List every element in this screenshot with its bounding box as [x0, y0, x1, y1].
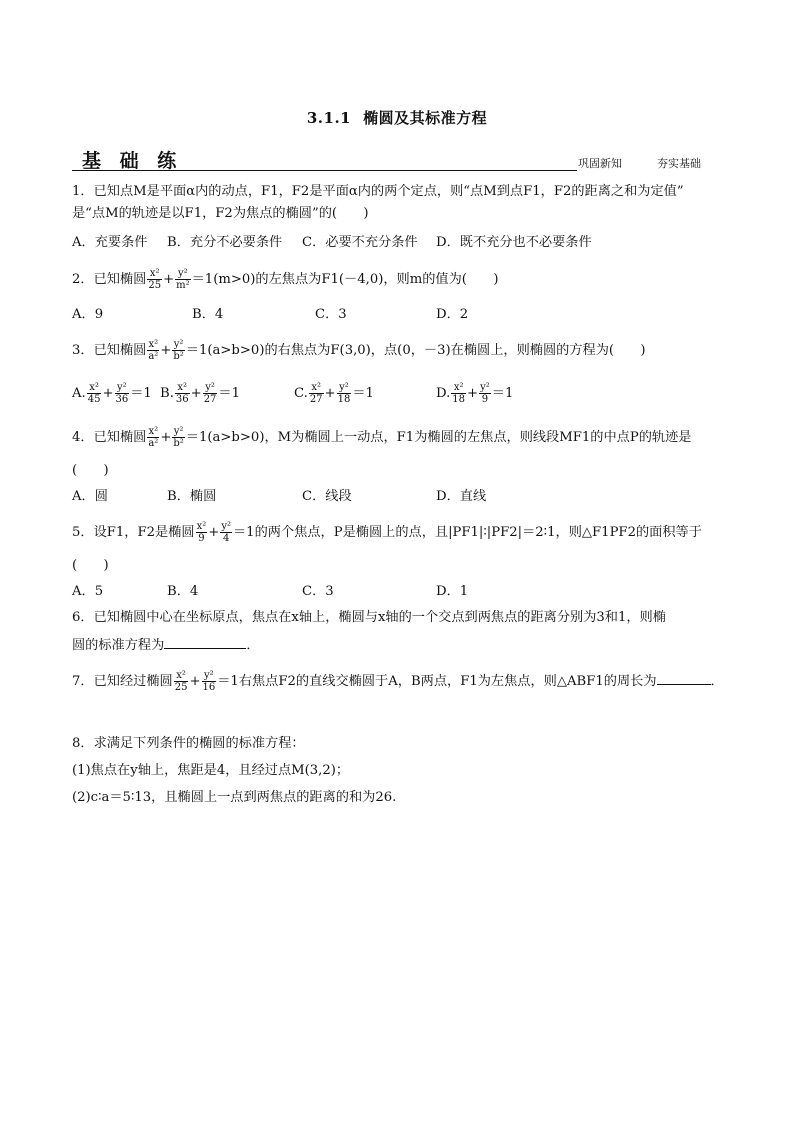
question-6-line-1: 6．已知椭圆中心在坐标原点，焦点在x轴上，椭圆与x轴的一个交点到两焦点的距离分别为3和1，则椭 [72, 610, 666, 625]
q6-end: ． [246, 638, 260, 653]
option-b-letter: B. [160, 386, 174, 401]
option-a: A．圆 [72, 489, 108, 504]
option-c-den-x: 27 [309, 394, 323, 405]
option-a-frac-x [87, 382, 102, 405]
option-d: D. $\frac{\text{x²}}{18}$ + $\frac{\text{y²}}{9}$ ＝1 [436, 382, 514, 405]
q2-plus: + [163, 272, 175, 287]
option-b: B．椭圆 [167, 489, 217, 504]
option-c-den-y: 18 [337, 394, 351, 405]
option-a-den-y: 36 [115, 394, 129, 405]
option-a-letter: A. [72, 386, 86, 401]
q5-frac-y [220, 521, 232, 544]
q7-answer-blank[interactable] [657, 670, 711, 685]
section-label: 基 础 练 [82, 150, 183, 172]
question-4-stem [72, 426, 732, 449]
option-c-num-y: y² [337, 382, 352, 394]
option-b: B．4 [192, 307, 224, 322]
option-d-num-y: y² [480, 382, 490, 393]
section-header [72, 146, 732, 172]
question-7-stem [72, 670, 732, 693]
option-d: D．直线 [436, 489, 487, 504]
q4-plus: + [160, 430, 172, 445]
option-a: A．9 [72, 307, 104, 322]
q7-post: ＝1右焦点F2的直线交椭圆于A，B两点，F1为左焦点，则△ABF1的周长为 [217, 674, 657, 689]
q5-frac-x-num: x² [196, 521, 207, 532]
question-4-line-2: ( ) [72, 463, 109, 478]
option-a-eq: ＝1 [130, 386, 152, 401]
q2-frac-y-num: y² [175, 268, 191, 280]
option-c-frac-y [337, 382, 352, 405]
option-c: C. $\frac{\text{x²}}{27}$ + $\frac{\text{y²}}{18}$ ＝1 [294, 382, 374, 405]
q5-plus: + [208, 525, 220, 540]
q4-post: ＝1(a>b>0)，M为椭圆上一动点，F1为椭圆的左焦点，则线段MF1的中点P的轨迹是 [185, 430, 692, 445]
q4-frac-x-den: a² [148, 438, 159, 449]
option-b-frac-y [203, 382, 218, 405]
q3-frac-x-den: a² [148, 351, 159, 362]
question-8-line-2: (1)焦点在y轴上，焦距是4，且经过点M(3,2)； [72, 763, 350, 778]
section-tag-1: 巩固新知 [578, 157, 622, 170]
q3-frac-y-num: y² [173, 339, 184, 350]
q5-frac-y-num: y² [221, 521, 231, 532]
q4-frac-y-den: b² [173, 438, 184, 449]
section-number: 3.1.1 [306, 109, 352, 127]
q2-frac-y [175, 268, 191, 291]
option-b-num-y: y² [203, 382, 218, 394]
q7-pre: 7．已知经过椭圆 [72, 674, 173, 689]
question-1-line-1: 1．已知点M是平面α内的动点，F1，F2是平面α内的两个定点，则“点M到点F1，F2的距离之和为定值” [72, 184, 684, 199]
q4-frac-x-num: x² [148, 426, 159, 437]
question-6-line-2 [72, 634, 732, 657]
option-d-frac-y [479, 382, 491, 405]
section-tag-2: 夯实基础 [657, 157, 701, 170]
q3-frac-x [147, 339, 159, 362]
q5-frac-x [196, 521, 208, 544]
q7-frac-x [174, 670, 189, 693]
option-b: B．4 [167, 584, 199, 599]
question-5-line-2: ( ) [72, 558, 109, 573]
q7-end: ． [710, 674, 724, 689]
q5-post: ＝1的两个焦点，P是椭圆上的点，且|PF1|∶|PF2|＝2∶1，则△F1PF2的面积等于 [233, 525, 702, 540]
q3-plus: + [160, 343, 172, 358]
title-text: 椭圆及其标准方程 [363, 109, 488, 127]
q3-frac-x-num: x² [148, 339, 159, 350]
option-b-frac-x [175, 382, 190, 405]
question-8-line-3: (2)c∶a＝5∶13，且椭圆上一点到两焦点的距离的和为26. [72, 790, 397, 805]
q2-frac-x-num: x² [147, 268, 162, 280]
option-a: A．充要条件 [72, 235, 148, 250]
section-rule [72, 170, 577, 171]
q7-frac-x-den: 25 [174, 682, 188, 693]
option-a-den-x: 45 [87, 394, 101, 405]
option-b-den-y: 27 [203, 394, 217, 405]
option-a-frac-y [115, 382, 130, 405]
q4-frac-y [172, 426, 184, 449]
q3-frac-y-den: b² [173, 351, 184, 362]
option-d-letter: D. [436, 386, 451, 401]
question-8-line-1: 8．求满足下列条件的椭圆的标准方程： [72, 736, 305, 751]
q7-frac-x-num: x² [174, 670, 189, 682]
q2-pre: 2．已知椭圆 [72, 272, 147, 287]
question-1-line-2: 是“点M的轨迹是以F1，F2为焦点的椭圆”的( ) [72, 206, 369, 221]
option-d-den-x: 18 [452, 394, 466, 405]
option-b-num-x: x² [175, 382, 190, 394]
q7-frac-y-den: 16 [202, 682, 216, 693]
option-b-eq: ＝1 [218, 386, 240, 401]
option-d: D．1 [436, 584, 469, 599]
option-c-frac-x [309, 382, 324, 405]
q5-frac-x-den: 9 [198, 533, 205, 544]
q2-frac-x [147, 268, 162, 291]
question-3-stem [72, 339, 732, 362]
option-c: C．3 [302, 584, 334, 599]
option-c-num-x: x² [309, 382, 324, 394]
option-b: B．充分不必要条件 [167, 235, 283, 250]
option-a-num-x: x² [87, 382, 102, 394]
option-d-num-x: x² [451, 382, 466, 394]
q3-pre: 3．已知椭圆 [72, 343, 147, 358]
option-d-eq: ＝1 [491, 386, 514, 401]
q5-pre: 5．设F1，F2是椭圆 [72, 525, 195, 540]
q2-frac-y-den: m² [176, 280, 190, 291]
option-d-frac-x [451, 382, 466, 405]
option-a: A. $\frac{\text{x²}}{45}$ + $\frac{\text{y²}}{36}$ ＝1 [72, 382, 152, 405]
q4-frac-y-num: y² [173, 426, 184, 437]
q3-frac-y [172, 339, 184, 362]
q7-plus: + [189, 674, 201, 689]
option-c: C．线段 [302, 489, 352, 504]
option-a-num-y: y² [115, 382, 130, 394]
q7-frac-y-num: y² [202, 670, 217, 682]
q4-frac-x [147, 426, 159, 449]
option-b-den-x: 36 [175, 394, 189, 405]
option-d-den-y: 9 [481, 394, 489, 405]
question-5-stem [72, 521, 732, 544]
q2-frac-x-den: 25 [148, 280, 162, 291]
q6-line-2-text: 圆的标准方程为 [72, 638, 165, 653]
q2-post: ＝1(m>0)的左焦点为F1(－4,0)，则m的值为( ) [191, 272, 499, 287]
q7-frac-y [202, 670, 217, 693]
q5-frac-y-den: 4 [222, 533, 230, 544]
q4-pre: 4．已知椭圆 [72, 430, 147, 445]
option-c-letter: C. [294, 386, 308, 401]
option-c: C．3 [315, 307, 347, 322]
page-title [0, 107, 794, 128]
option-d: D．既不充分也不必要条件 [436, 235, 592, 250]
option-d: D．2 [436, 307, 469, 322]
q6-answer-blank[interactable] [164, 634, 246, 649]
option-b: B. $\frac{\text{x²}}{36}$ + $\frac{\text{y²}}{27}$ ＝1 [160, 382, 240, 405]
option-a: A．5 [72, 584, 104, 599]
question-2-stem [72, 268, 732, 291]
q3-post: ＝1(a>b>0)的右焦点为F(3,0)，点(0，－3)在椭圆上，则椭圆的方程为( ) [185, 343, 646, 358]
option-c-eq: ＝1 [352, 386, 374, 401]
option-c: C．必要不充分条件 [302, 235, 418, 250]
